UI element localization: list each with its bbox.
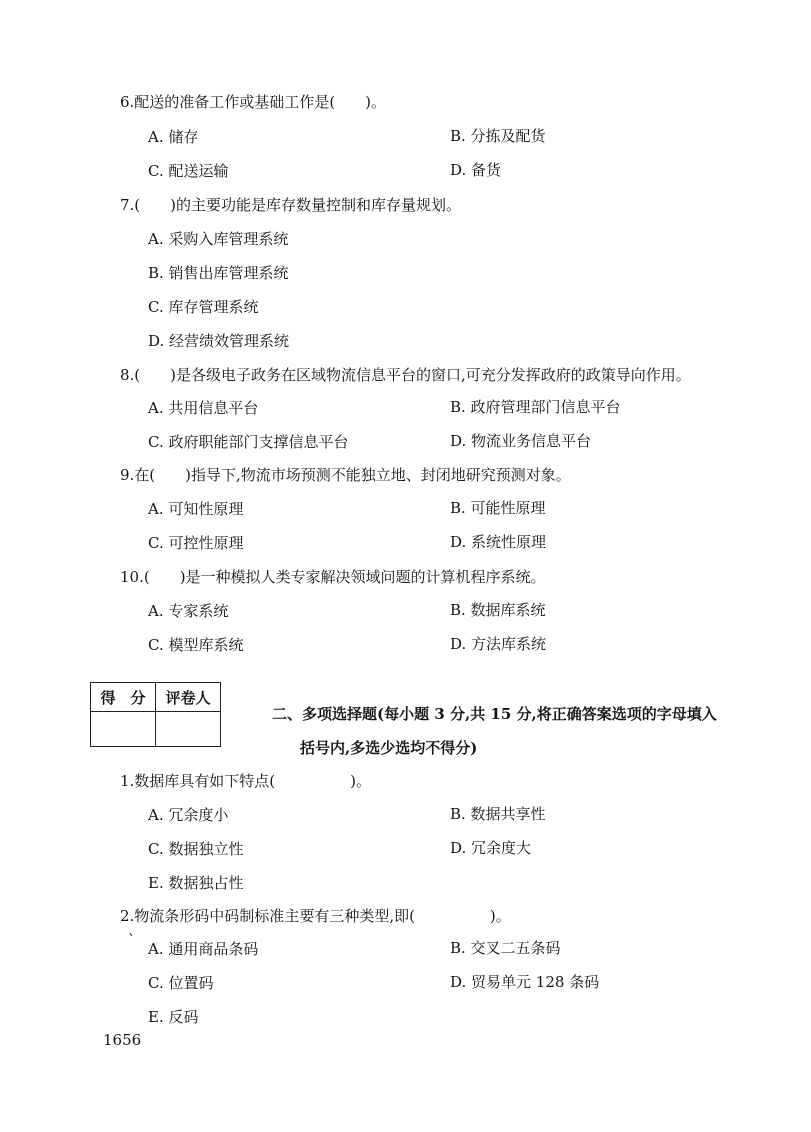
question-8-stem: 8.( )是各级电子政务在区域物流信息平台的窗口,可充分发挥政府的政策导向作用。 <box>120 366 691 384</box>
multi-question-2-stem: 2.物流条形码中码制标准主要有三种类型,即( )。 <box>120 907 511 925</box>
score-cell <box>91 712 156 747</box>
question-6-option-c: C. 配送运输 <box>148 162 229 180</box>
question-6-option-a: A. 储存 <box>148 128 199 146</box>
multi-question-1-option-c: C. 数据独立性 <box>148 840 244 858</box>
question-9-option-b: B. 可能性原理 <box>450 499 546 517</box>
question-9-option-c: C. 可控性原理 <box>148 534 244 552</box>
question-7-option-b: B. 销售出库管理系统 <box>148 264 289 282</box>
question-8-option-c: C. 政府职能部门支撑信息平台 <box>148 433 349 451</box>
question-6-option-b: B. 分拣及配货 <box>450 127 546 145</box>
multi-question-1-option-a: A. 冗余度小 <box>148 806 229 824</box>
question-7-stem: 7.( )的主要功能是库存数量控制和库存量规划。 <box>120 196 462 214</box>
question-10-option-b: B. 数据库系统 <box>450 601 546 619</box>
multi-question-1-stem: 1.数据库具有如下特点( )。 <box>120 772 372 790</box>
reviewer-label: 评卷人 <box>156 683 221 712</box>
multi-question-2-option-b: B. 交叉二五条码 <box>450 939 561 957</box>
multi-question-2-option-d: D. 贸易单元 128 条码 <box>450 973 600 991</box>
stray-mark: ` <box>128 931 136 949</box>
score-label: 得 分 <box>91 683 156 712</box>
multi-question-1-option-d: D. 冗余度大 <box>450 839 532 857</box>
question-8-option-b: B. 政府管理部门信息平台 <box>450 398 621 416</box>
multi-question-2-option-e: E. 反码 <box>148 1008 199 1026</box>
multi-question-2-option-a: A. 通用商品条码 <box>148 940 259 958</box>
multi-question-1-option-e: E. 数据独占性 <box>148 874 244 892</box>
score-box <box>90 682 221 747</box>
question-7-option-d: D. 经营绩效管理系统 <box>148 332 290 350</box>
question-9-option-a: A. 可知性原理 <box>148 500 244 518</box>
multi-question-2-option-c: C. 位置码 <box>148 974 214 992</box>
question-7-option-a: A. 采购入库管理系统 <box>148 230 289 248</box>
question-9-stem: 9.在( )指导下,物流市场预测不能独立地、封闭地研究预测对象。 <box>120 466 571 484</box>
question-7-option-c: C. 库存管理系统 <box>148 298 259 316</box>
question-8-option-a: A. 共用信息平台 <box>148 399 259 417</box>
page-number: 1656 <box>103 1031 142 1049</box>
question-10-option-d: D. 方法库系统 <box>450 635 547 653</box>
question-6-stem: 6.配送的准备工作或基础工作是( )。 <box>120 93 387 111</box>
question-9-option-d: D. 系统性原理 <box>450 533 547 551</box>
question-10-stem: 10.( )是一种模拟人类专家解决领域问题的计算机程序系统。 <box>120 568 546 586</box>
question-10-option-a: A. 专家系统 <box>148 602 229 620</box>
question-6-option-d: D. 备货 <box>450 161 502 179</box>
reviewer-cell <box>156 712 221 747</box>
section-2-title: 二、多项选择题(每小题 3 分,共 15 分,将正确答案选项的字母填入 <box>272 705 717 723</box>
section-2-subtitle: 括号内,多选少选均不得分) <box>300 739 478 757</box>
question-8-option-d: D. 物流业务信息平台 <box>450 432 592 450</box>
multi-question-1-option-b: B. 数据共享性 <box>450 805 546 823</box>
question-10-option-c: C. 模型库系统 <box>148 636 244 654</box>
